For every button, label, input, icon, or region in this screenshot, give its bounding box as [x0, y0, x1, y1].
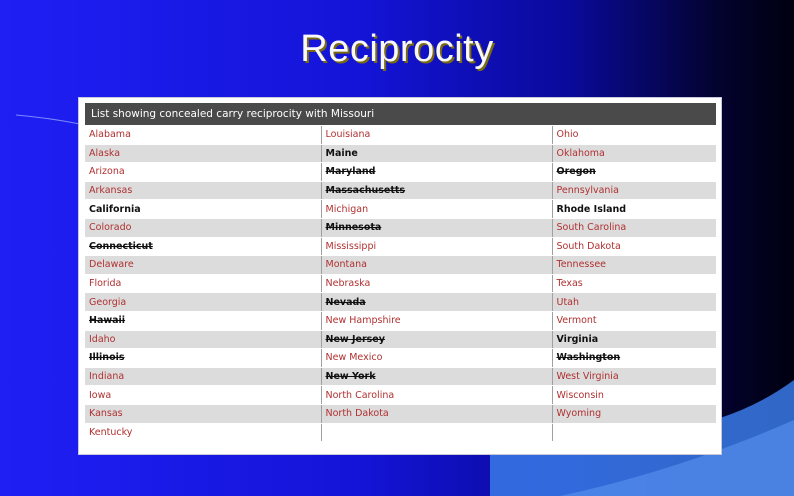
- table-row: [85, 330, 716, 349]
- state-cell: Minnesota: [321, 218, 552, 237]
- state-cell: South Carolina: [552, 218, 716, 237]
- state-cell: Arkansas: [85, 181, 321, 200]
- table-row: [85, 181, 716, 200]
- state-cell: [321, 423, 552, 442]
- state-cell: Oregon: [552, 163, 716, 182]
- state-cell: North Dakota: [321, 404, 552, 423]
- table-row: [85, 311, 716, 330]
- table-row: [85, 423, 716, 442]
- reciprocity-table-panel: [79, 98, 721, 454]
- state-cell: Alabama: [85, 126, 321, 144]
- state-cell: Arizona: [85, 163, 321, 182]
- state-cell: New Mexico: [321, 349, 552, 368]
- state-cell: Maryland: [321, 163, 552, 182]
- state-cell: [552, 423, 716, 442]
- state-cell: Rhode Island: [552, 200, 716, 219]
- state-cell: California: [85, 200, 321, 219]
- state-cell: Wyoming: [552, 404, 716, 423]
- state-cell: Kentucky: [85, 423, 321, 442]
- reciprocity-table: [85, 126, 716, 442]
- table-row: [85, 274, 716, 293]
- state-cell: Virginia: [552, 330, 716, 349]
- state-cell: Maine: [321, 144, 552, 163]
- state-cell: Nevada: [321, 293, 552, 312]
- state-cell: Tennessee: [552, 256, 716, 275]
- state-cell: Montana: [321, 256, 552, 275]
- state-cell: Massachusetts: [321, 181, 552, 200]
- state-cell: South Dakota: [552, 237, 716, 256]
- table-row: [85, 144, 716, 163]
- state-cell: Illinois: [85, 349, 321, 368]
- table-row: [85, 218, 716, 237]
- state-cell: Vermont: [552, 311, 716, 330]
- state-cell: Iowa: [85, 386, 321, 405]
- table-row: [85, 293, 716, 312]
- state-cell: West Virginia: [552, 367, 716, 386]
- table-row: [85, 237, 716, 256]
- state-cell: North Carolina: [321, 386, 552, 405]
- state-cell: Alaska: [85, 144, 321, 163]
- state-cell: Ohio: [552, 126, 716, 144]
- state-cell: Georgia: [85, 293, 321, 312]
- table-row: [85, 126, 716, 144]
- state-cell: Connecticut: [85, 237, 321, 256]
- state-cell: Colorado: [85, 218, 321, 237]
- state-cell: Indiana: [85, 367, 321, 386]
- table-row: [85, 367, 716, 386]
- state-cell: Oklahoma: [552, 144, 716, 163]
- state-cell: New Jersey: [321, 330, 552, 349]
- state-cell: Florida: [85, 274, 321, 293]
- state-cell: New Hampshire: [321, 311, 552, 330]
- state-cell: Hawaii: [85, 311, 321, 330]
- state-cell: Michigan: [321, 200, 552, 219]
- state-cell: New York: [321, 367, 552, 386]
- table-row: [85, 163, 716, 182]
- state-cell: Texas: [552, 274, 716, 293]
- table-row: [85, 404, 716, 423]
- state-cell: Idaho: [85, 330, 321, 349]
- slide-title: Reciprocity: [300, 28, 494, 70]
- state-cell: Kansas: [85, 404, 321, 423]
- table-row: [85, 200, 716, 219]
- state-cell: Louisiana: [321, 126, 552, 144]
- table-header: List showing concealed carry reciprocity with Missouri: [85, 103, 716, 125]
- state-cell: Pennsylvania: [552, 181, 716, 200]
- state-cell: Utah: [552, 293, 716, 312]
- state-cell: Nebraska: [321, 274, 552, 293]
- table-row: [85, 256, 716, 275]
- state-cell: Delaware: [85, 256, 321, 275]
- table-row: [85, 386, 716, 405]
- state-cell: Wisconsin: [552, 386, 716, 405]
- state-cell: Mississippi: [321, 237, 552, 256]
- state-cell: Washington: [552, 349, 716, 368]
- table-row: [85, 349, 716, 368]
